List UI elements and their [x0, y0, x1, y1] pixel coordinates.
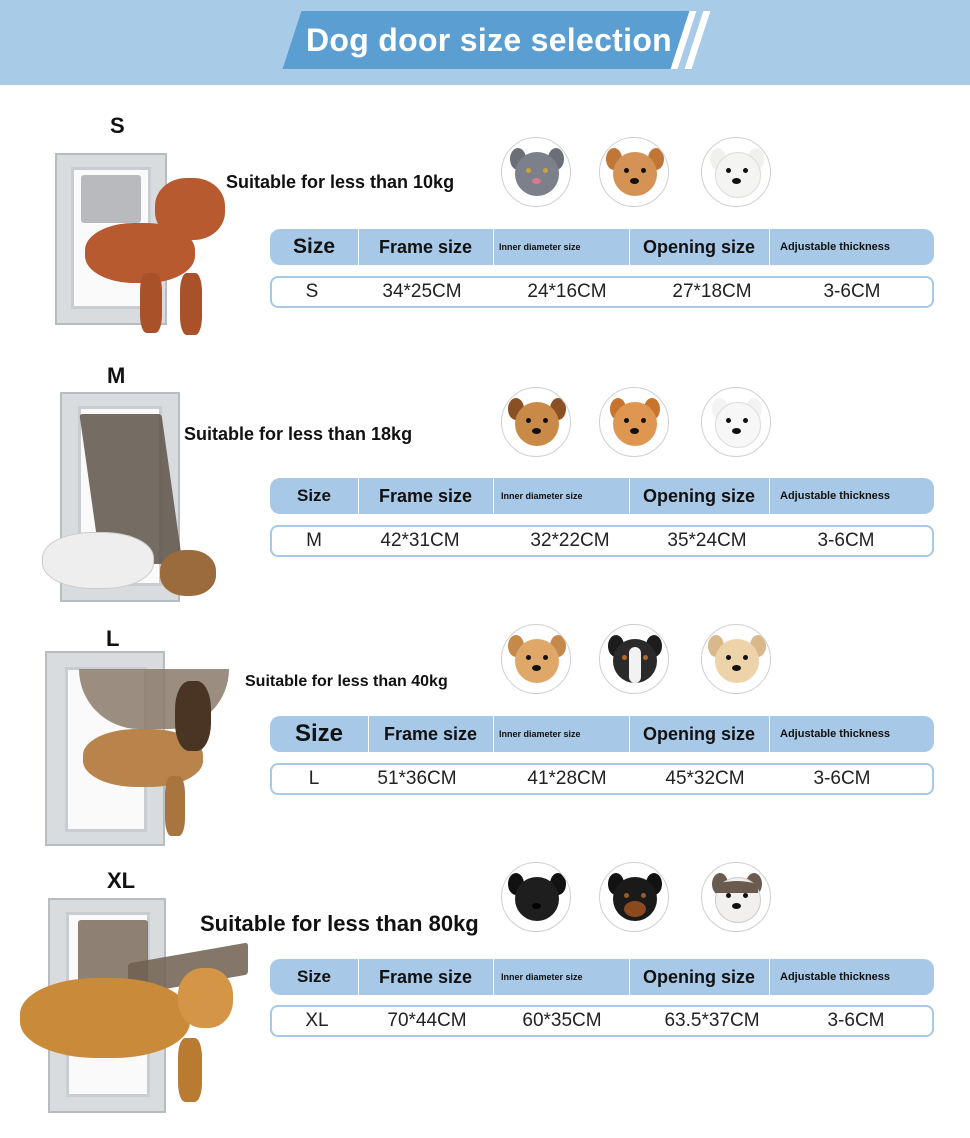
pet-avatar-australian-shepherd	[599, 624, 669, 694]
cell-adjustable-thickness: 3-6CM	[827, 1010, 885, 1031]
cell-frame-size: 42*31CM	[380, 530, 460, 551]
col-opening-size: Opening size	[642, 485, 756, 506]
cell-inner-diameter: 32*22CM	[530, 530, 610, 551]
cell-opening-size: 35*24CM	[667, 530, 747, 551]
col-opening-size: Opening size	[642, 723, 756, 744]
pet-avatar-cat	[501, 137, 571, 207]
cell-inner-diameter: 24*16CM	[527, 281, 607, 302]
table-header-s	[270, 229, 934, 265]
size-letter-m: M	[107, 363, 126, 388]
cell-inner-diameter: 60*35CM	[522, 1010, 602, 1031]
col-inner-diameter: Inner diameter size	[501, 491, 583, 501]
col-inner-diameter: Inner diameter size	[501, 972, 583, 982]
col-size: Size	[294, 720, 344, 747]
cell-frame-size: 51*36CM	[377, 768, 457, 789]
col-size: Size	[292, 235, 336, 258]
cell-opening-size: 27*18CM	[672, 281, 752, 302]
door-photo-xl	[48, 898, 166, 1113]
pet-avatar-newfoundland	[501, 862, 571, 932]
pet-avatar-rottweiler	[599, 862, 669, 932]
cell-size: M	[306, 530, 322, 551]
pet-avatar-golden-retriever	[501, 624, 571, 694]
col-frame-size: Frame size	[378, 966, 473, 987]
table-row-m	[270, 525, 934, 557]
cell-adjustable-thickness: 3-6CM	[823, 281, 881, 302]
col-opening-size: Opening size	[642, 236, 756, 257]
table-row-s	[270, 276, 934, 308]
suitable-text-s: Suitable for less than 10kg	[226, 172, 455, 192]
col-adjustable-thickness: Adjustable thickness	[780, 971, 891, 983]
cell-adjustable-thickness: 3-6CM	[817, 530, 875, 551]
col-size: Size	[296, 486, 332, 505]
table-header-xl	[270, 959, 934, 995]
table-row-l	[270, 763, 934, 795]
page-title: Dog door size selection	[305, 22, 673, 58]
col-adjustable-thickness: Adjustable thickness	[780, 728, 891, 740]
col-adjustable-thickness: Adjustable thickness	[780, 490, 891, 502]
pet-avatar-pomeranian	[599, 387, 669, 457]
col-frame-size: Frame size	[378, 485, 473, 506]
table-header-l	[270, 716, 934, 752]
cell-opening-size: 63.5*37CM	[664, 1010, 760, 1031]
cell-frame-size: 34*25CM	[382, 281, 462, 302]
door-photo-m	[60, 392, 180, 602]
suitable-text-l: Suitable for less than 40kg	[245, 673, 448, 690]
cell-size: L	[308, 768, 320, 789]
pet-avatar-poodle	[599, 137, 669, 207]
col-inner-diameter: Inner diameter size	[499, 242, 581, 252]
cell-inner-diameter: 41*28CM	[527, 768, 607, 789]
table-row-xl	[270, 1005, 934, 1037]
suitable-text-xl: Suitable for less than 80kg	[200, 911, 479, 936]
col-size: Size	[296, 967, 332, 986]
pet-avatar-malamute	[701, 862, 771, 932]
cell-frame-size: 70*44CM	[387, 1010, 467, 1031]
door-photo-s	[55, 153, 167, 325]
table-header-m	[270, 478, 934, 514]
cell-opening-size: 45*32CM	[665, 768, 745, 789]
col-adjustable-thickness: Adjustable thickness	[780, 241, 891, 253]
size-letter-xl: XL	[107, 868, 136, 893]
cell-size: XL	[305, 1010, 329, 1031]
size-letter-s: S	[110, 113, 125, 138]
col-inner-diameter: Inner diameter size	[499, 729, 581, 739]
pet-avatar-beagle	[501, 387, 571, 457]
col-frame-size: Frame size	[383, 723, 478, 744]
col-frame-size: Frame size	[378, 236, 473, 257]
cell-size: S	[305, 281, 319, 302]
col-opening-size: Opening size	[642, 966, 756, 987]
cell-adjustable-thickness: 3-6CM	[813, 768, 871, 789]
door-photo-l	[45, 651, 165, 846]
pet-avatar-labrador	[701, 624, 771, 694]
suitable-text-m: Suitable for less than 18kg	[184, 424, 413, 444]
size-letter-l: L	[106, 626, 120, 651]
pet-avatar-samoyed	[701, 387, 771, 457]
pet-avatar-westie	[701, 137, 771, 207]
